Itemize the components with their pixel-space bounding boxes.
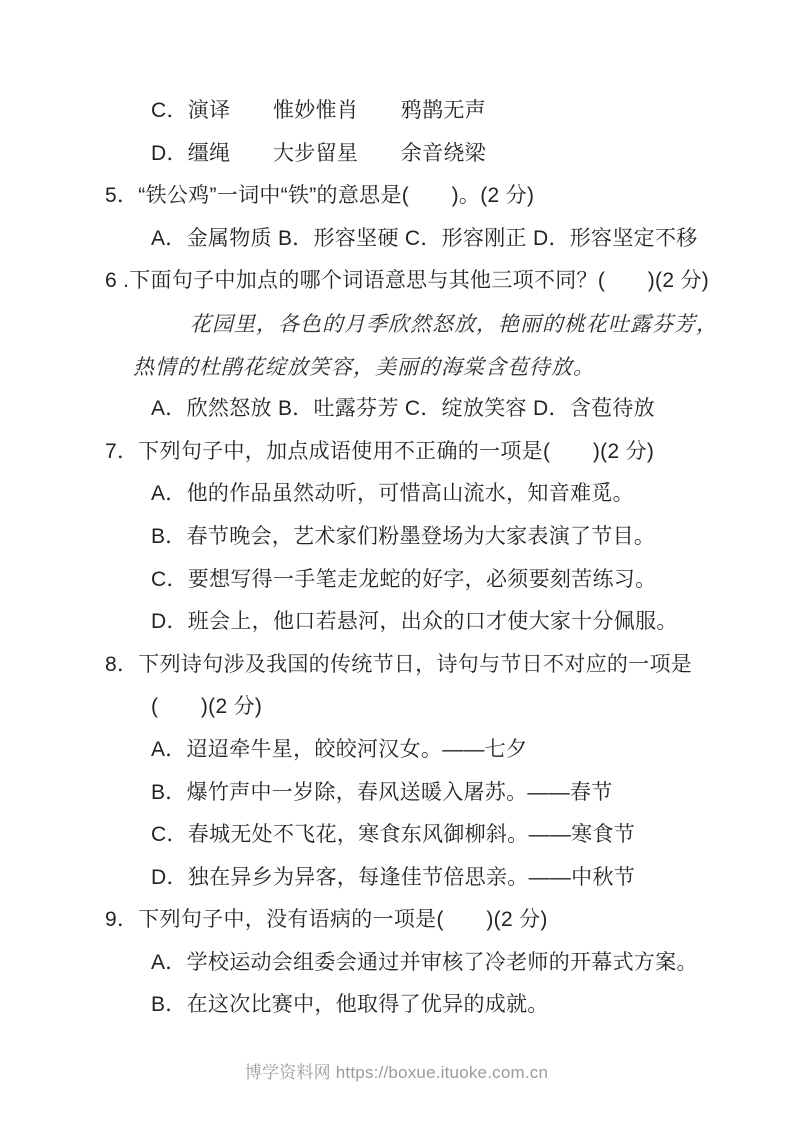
question-6-options: A．欣然怒放 B．吐露芬芳 C．绽放笑容 D．含苞待放 [151,397,655,421]
prev-question-option-d: D．缰绳 大步留星 余音绕梁 [151,141,486,165]
question-9-option-b: B．在这次比赛中，他取得了优异的成就。 [151,993,549,1017]
question-7-option-c: C．要想写得一手笔走龙蛇的好字，必须要刻苦练习。 [151,567,657,591]
question-8-option-a: A．迢迢牵牛星，皎皎河汉女。——七夕 [151,737,528,761]
prev-question-option-c: C．演译 惟妙惟肖 鸦鹊无声 [151,99,486,122]
question-6-passage-line-1: 花园里，各色的月季欣然怒放，艳丽的桃花吐露芬芳， [190,311,718,336]
question-7-stem: 7．下列句子中，加点成语使用不正确的一项是( )(2 分) [105,439,655,463]
question-8-option-b: B．爆竹声中一岁除，春风送暖入屠苏。——春节 [151,780,613,804]
question-8-stem: 8．下列诗句涉及我国的传统节日，诗句与节日不对应的一项是 [105,652,693,676]
question-8-option-d: D．独在异乡为异客，每逢佳节倍思亲。——中秋节 [151,865,636,889]
question-9-stem: 9．下列句子中，没有语病的一项是( )(2 分) [105,908,548,932]
question-6-stem: 6 .下面句子中加点的哪个词语意思与其他三项不同？( )(2 分) [105,269,710,293]
question-8-stem-continuation: ( )(2 分) [151,695,263,719]
question-7-option-a: A．他的作品虽然动听，可惜高山流水，知音难觅。 [151,482,634,506]
question-6-passage-line-2: 热情的杜鹃花绽放笑容，美丽的海棠含苞待放。 [133,354,595,379]
question-5-stem: 5．“铁公鸡”一词中“铁”的意思是( )。(2 分) [105,184,535,208]
question-8-option-c: C．春城无处不飞花，寒食东风御柳斜。——寒食节 [151,823,636,847]
question-5-options: A．金属物质 B．形容坚硬 C．形容刚正 D．形容坚定不移 [151,226,698,250]
footer-watermark: 博学资料网 https://boxue.ituoke.com.cn [244,1063,549,1082]
exam-content [105,90,730,1027]
question-9-option-a: A．学校运动会组委会通过并审核了冷老师的开幕式方案。 [151,950,698,974]
question-7-option-d: D．班会上，他口若悬河，出众的口才使大家十分佩服。 [151,610,678,634]
question-7-option-b: B．春节晚会，艺术家们粉墨登场为大家表演了节目。 [151,524,656,548]
